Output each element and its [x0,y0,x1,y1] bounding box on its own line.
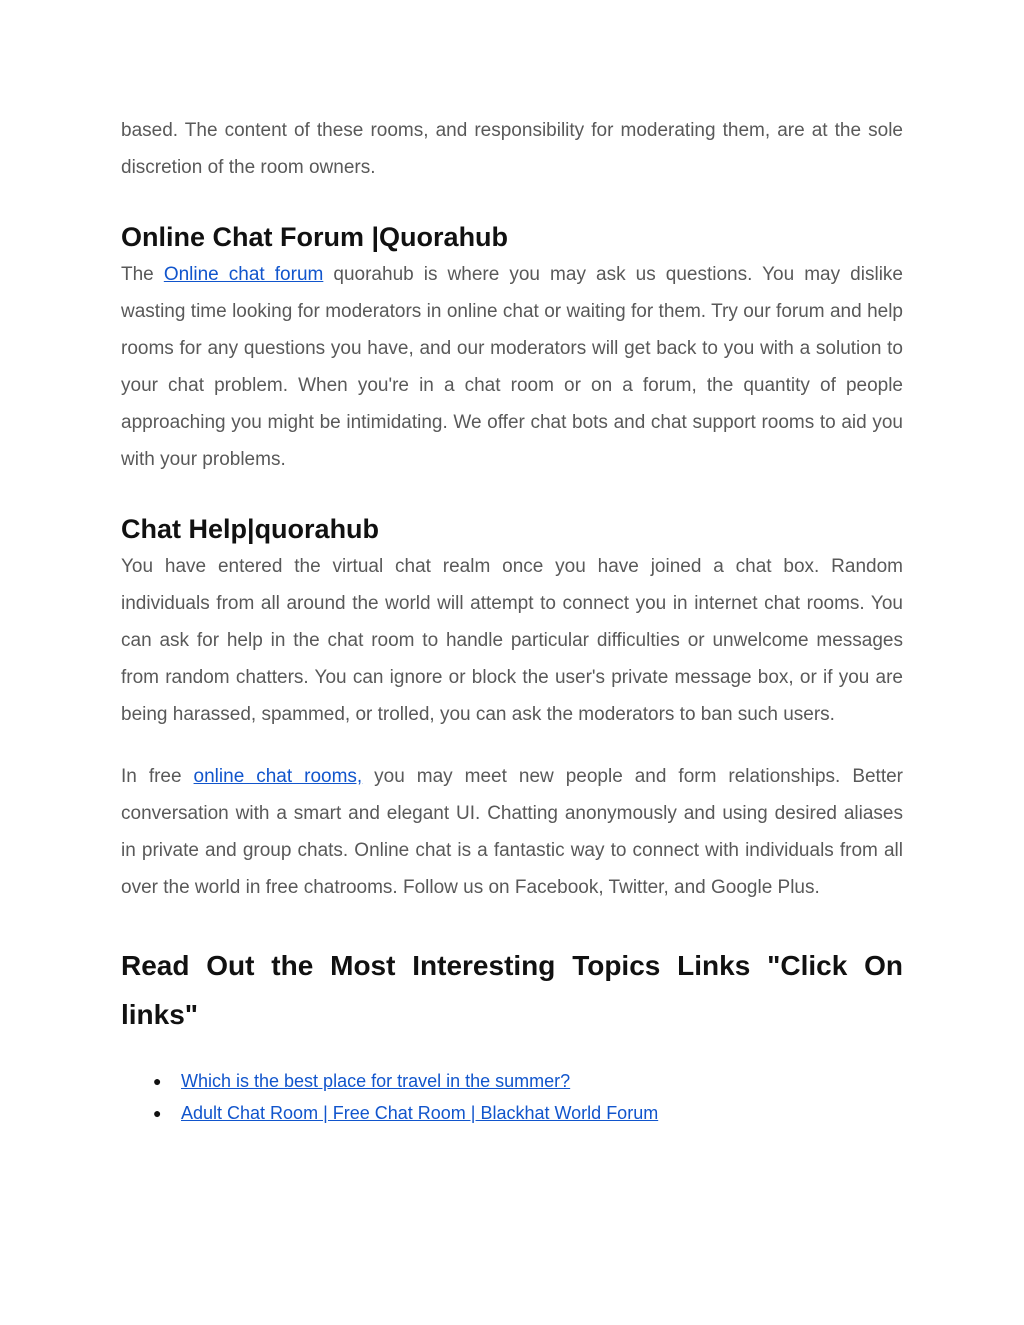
list-item [121,1065,903,1097]
free-text-before-link: In free [121,766,194,787]
document-page [121,112,903,1129]
free-text-after-link: you may meet new people and form relationships. Better conversation with a smart and elegant UI. Chatting anonymously and using desired aliases in private and group chats. Online chat is a fantastic way to connect with individuals from all over the world in free chatrooms. Follow us on Facebook, Twitter, and Google Plus. [121,766,904,898]
forum-paragraph [121,256,903,478]
free-chat-paragraph [121,758,903,906]
topic-link-summer-travel[interactable]: Which is the best place for travel in the summer? [181,1071,571,1091]
forum-text-before-link: The [121,264,164,285]
topic-link-adult-chat-room[interactable]: Adult Chat Room | Free Chat Room | Blackhat World Forum [181,1103,659,1123]
intro-paragraph: based. The content of these rooms, and responsibility for moderating them, are at the sole discretion of the room owners. [121,120,903,178]
bullet-icon: ● [153,1073,162,1089]
list-item [121,1097,903,1129]
topic-links-list [121,1065,903,1129]
heading-interesting-topics: Read Out the Most Interesting Topics Links "Click On links" [121,950,903,1030]
online-chat-rooms-link[interactable]: online chat rooms, [193,766,363,787]
online-chat-forum-link[interactable]: Online chat forum [163,264,324,285]
forum-text-after-link: quorahub is where you may ask us questions. You may dislike wasting time looking for moderators in online chat or waiting for them. Try our forum and help rooms for any questions you have, and our moderators will get back to you with a solution to your chat problem. When you're in a chat room or on a forum, the quantity of people approaching you might be intimidating. We offer chat bots and chat support rooms to aid you with your problems. [121,264,903,470]
chat-help-paragraph: You have entered the virtual chat realm once you have joined a chat box. Random individuals from all around the world will attempt to connect you in internet chat rooms. You can ask for help in the chat room to handle particular difficulties or unwelcome messages from random chatters. You can ignore or block the user's private message box, or if you are being harassed, spammed, or trolled, you can ask the moderators to ban such users. [121,556,903,725]
heading-chat-help: Chat Help|quorahub [121,514,380,544]
bullet-icon: ● [153,1105,162,1121]
heading-online-chat-forum: Online Chat Forum |Quorahub [121,222,509,252]
